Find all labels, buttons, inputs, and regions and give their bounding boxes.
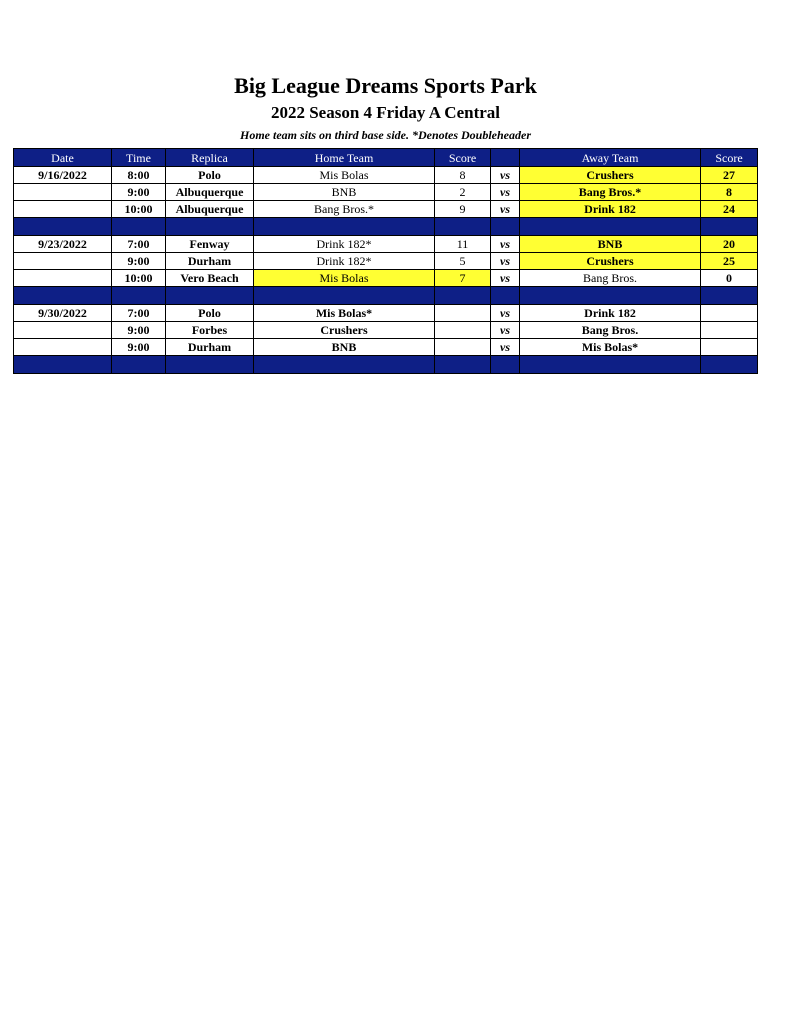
separator-cell bbox=[14, 287, 112, 305]
separator-cell bbox=[166, 356, 254, 374]
replica-cell: Polo bbox=[166, 305, 254, 322]
table-row bbox=[14, 339, 758, 356]
time-cell: 7:00 bbox=[112, 236, 166, 253]
home-score-cell bbox=[435, 339, 491, 356]
separator-cell bbox=[491, 287, 520, 305]
home-team-cell: Drink 182* bbox=[254, 253, 435, 270]
away-score-cell: 25 bbox=[701, 253, 758, 270]
separator-cell bbox=[166, 218, 254, 236]
schedule-body bbox=[14, 167, 758, 374]
away-score-cell bbox=[701, 322, 758, 339]
separator-cell bbox=[701, 287, 758, 305]
separator-cell bbox=[491, 356, 520, 374]
away-team-cell: Drink 182 bbox=[520, 201, 701, 218]
col-away-score: Score bbox=[701, 149, 758, 167]
col-away-team: Away Team bbox=[520, 149, 701, 167]
home-score-cell: 7 bbox=[435, 270, 491, 287]
separator-row bbox=[14, 356, 758, 374]
vs-cell: vs bbox=[491, 253, 520, 270]
away-team-cell: Bang Bros. bbox=[520, 270, 701, 287]
away-team-cell: Bang Bros.* bbox=[520, 184, 701, 201]
time-cell: 9:00 bbox=[112, 339, 166, 356]
table-row bbox=[14, 167, 758, 184]
vs-cell: vs bbox=[491, 322, 520, 339]
col-replica: Replica bbox=[166, 149, 254, 167]
replica-cell: Fenway bbox=[166, 236, 254, 253]
home-team-cell: Bang Bros.* bbox=[254, 201, 435, 218]
home-score-cell: 5 bbox=[435, 253, 491, 270]
separator-cell bbox=[435, 218, 491, 236]
away-score-cell: 20 bbox=[701, 236, 758, 253]
separator-cell bbox=[14, 356, 112, 374]
date-cell bbox=[14, 184, 112, 201]
time-cell: 10:00 bbox=[112, 270, 166, 287]
replica-cell: Durham bbox=[166, 253, 254, 270]
date-cell bbox=[14, 339, 112, 356]
home-score-cell: 8 bbox=[435, 167, 491, 184]
header-row bbox=[14, 149, 758, 167]
home-score-cell bbox=[435, 322, 491, 339]
time-cell: 8:00 bbox=[112, 167, 166, 184]
separator-cell bbox=[435, 356, 491, 374]
replica-cell: Albuquerque bbox=[166, 201, 254, 218]
away-team-cell: BNB bbox=[520, 236, 701, 253]
home-score-cell: 9 bbox=[435, 201, 491, 218]
separator-cell bbox=[112, 218, 166, 236]
away-score-cell bbox=[701, 339, 758, 356]
home-team-cell: Mis Bolas bbox=[254, 270, 435, 287]
replica-cell: Durham bbox=[166, 339, 254, 356]
separator-cell bbox=[112, 287, 166, 305]
separator-cell bbox=[254, 287, 435, 305]
away-team-cell: Mis Bolas* bbox=[520, 339, 701, 356]
table-row bbox=[14, 201, 758, 218]
date-cell: 9/23/2022 bbox=[14, 236, 112, 253]
table-row bbox=[14, 253, 758, 270]
vs-cell: vs bbox=[491, 201, 520, 218]
separator-cell bbox=[520, 356, 701, 374]
away-team-cell: Drink 182 bbox=[520, 305, 701, 322]
vs-cell: vs bbox=[491, 339, 520, 356]
table-row bbox=[14, 236, 758, 253]
home-score-cell: 11 bbox=[435, 236, 491, 253]
page-subtitle: 2022 Season 4 Friday A Central bbox=[270, 103, 501, 122]
home-team-cell: BNB bbox=[254, 339, 435, 356]
separator-cell bbox=[14, 218, 112, 236]
time-cell: 9:00 bbox=[112, 322, 166, 339]
separator-row bbox=[14, 218, 758, 236]
schedule-table bbox=[13, 148, 758, 374]
col-home-score: Score bbox=[435, 149, 491, 167]
page-title: Big League Dreams Sports Park bbox=[234, 73, 537, 98]
home-score-cell bbox=[435, 305, 491, 322]
away-score-cell: 0 bbox=[701, 270, 758, 287]
away-score-cell bbox=[701, 305, 758, 322]
separator-cell bbox=[254, 356, 435, 374]
col-home-team: Home Team bbox=[254, 149, 435, 167]
separator-cell bbox=[520, 218, 701, 236]
separator-cell bbox=[701, 356, 758, 374]
date-cell bbox=[14, 270, 112, 287]
table-row bbox=[14, 305, 758, 322]
home-score-cell: 2 bbox=[435, 184, 491, 201]
schedule-note: Home team sits on third base side. *Denotes Doubleheader bbox=[240, 128, 531, 142]
table-row bbox=[14, 184, 758, 201]
home-team-cell: Crushers bbox=[254, 322, 435, 339]
separator-row bbox=[14, 287, 758, 305]
date-cell: 9/16/2022 bbox=[14, 167, 112, 184]
date-cell: 9/30/2022 bbox=[14, 305, 112, 322]
away-score-cell: 8 bbox=[701, 184, 758, 201]
date-cell bbox=[14, 253, 112, 270]
separator-cell bbox=[254, 218, 435, 236]
away-score-cell: 24 bbox=[701, 201, 758, 218]
date-cell bbox=[14, 322, 112, 339]
col-vs bbox=[491, 149, 520, 167]
vs-cell: vs bbox=[491, 236, 520, 253]
away-team-cell: Crushers bbox=[520, 253, 701, 270]
separator-cell bbox=[112, 356, 166, 374]
home-team-cell: Mis Bolas* bbox=[254, 305, 435, 322]
replica-cell: Vero Beach bbox=[166, 270, 254, 287]
separator-cell bbox=[435, 287, 491, 305]
vs-cell: vs bbox=[491, 184, 520, 201]
away-team-cell: Crushers bbox=[520, 167, 701, 184]
table-row bbox=[14, 322, 758, 339]
home-team-cell: Drink 182* bbox=[254, 236, 435, 253]
date-cell bbox=[14, 201, 112, 218]
separator-cell bbox=[166, 287, 254, 305]
vs-cell: vs bbox=[491, 270, 520, 287]
replica-cell: Albuquerque bbox=[166, 184, 254, 201]
replica-cell: Polo bbox=[166, 167, 254, 184]
vs-cell: vs bbox=[491, 305, 520, 322]
home-team-cell: BNB bbox=[254, 184, 435, 201]
time-cell: 7:00 bbox=[112, 305, 166, 322]
away-score-cell: 27 bbox=[701, 167, 758, 184]
col-date: Date bbox=[14, 149, 112, 167]
separator-cell bbox=[491, 218, 520, 236]
home-team-cell: Mis Bolas bbox=[254, 167, 435, 184]
separator-cell bbox=[520, 287, 701, 305]
col-time: Time bbox=[112, 149, 166, 167]
separator-cell bbox=[701, 218, 758, 236]
away-team-cell: Bang Bros. bbox=[520, 322, 701, 339]
vs-cell: vs bbox=[491, 167, 520, 184]
table-row bbox=[14, 270, 758, 287]
time-cell: 9:00 bbox=[112, 253, 166, 270]
time-cell: 10:00 bbox=[112, 201, 166, 218]
time-cell: 9:00 bbox=[112, 184, 166, 201]
replica-cell: Forbes bbox=[166, 322, 254, 339]
